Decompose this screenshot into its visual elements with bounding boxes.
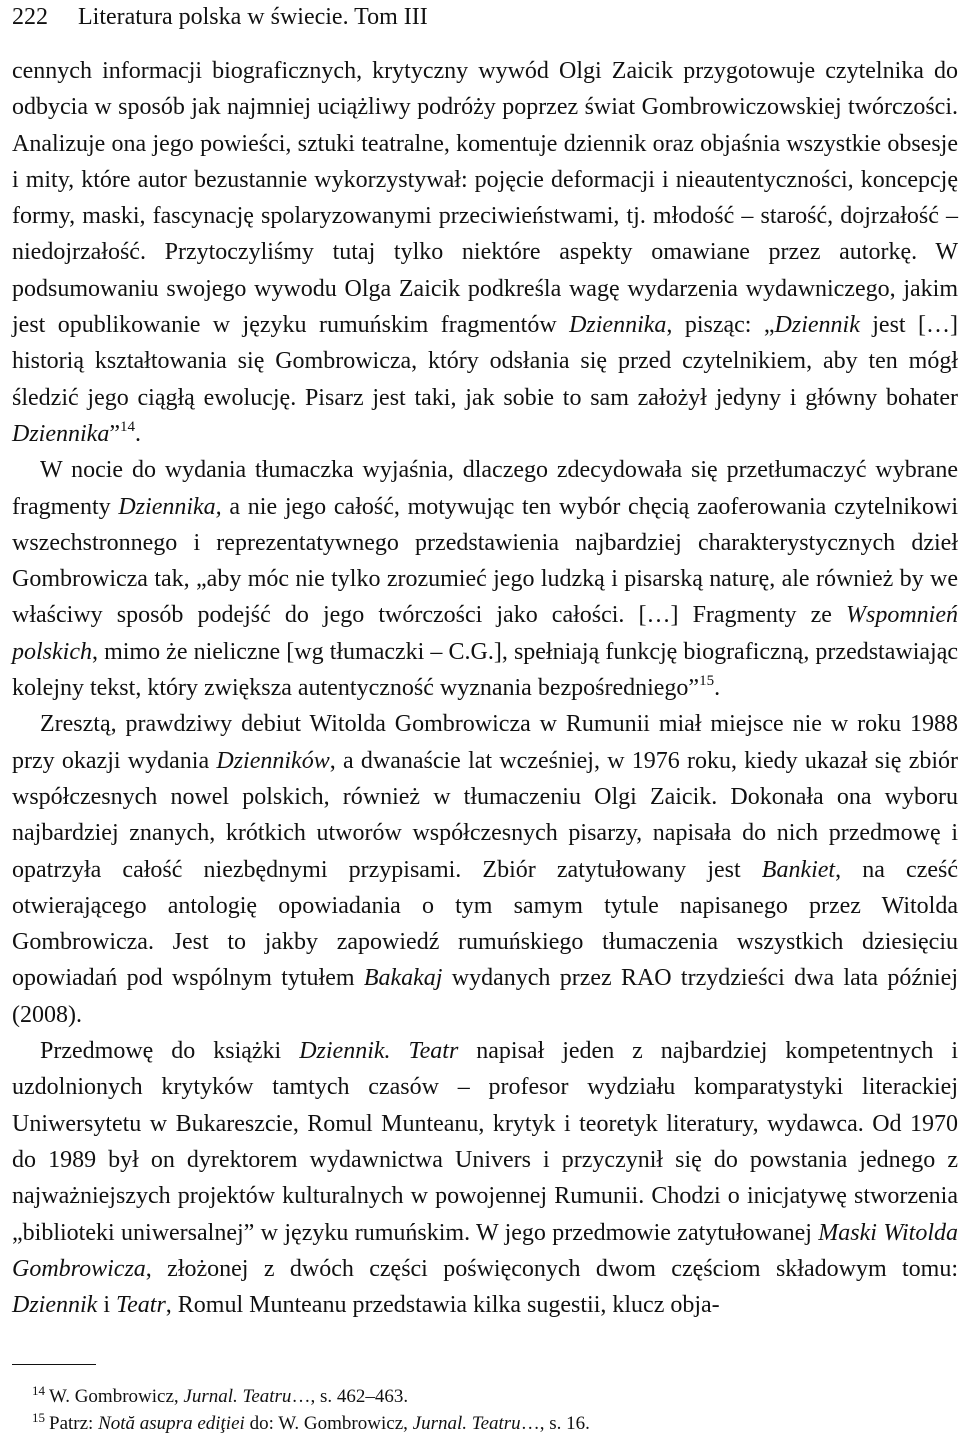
footnote [32,1410,590,1437]
text-run: i [97,1292,116,1319]
text-run: …, s. 16. [520,1413,590,1434]
text-run: Patrz: [49,1413,99,1434]
italic-text: Notă asupra ediţiei [98,1413,245,1434]
body-text [12,53,958,1323]
italic-text: Bakakaj [363,965,443,992]
paragraph [12,706,958,1033]
italic-text: Wspomnień polskich [12,602,958,665]
text-run: Przedmowę do książki [40,1038,300,1065]
italic-text: Dziennika [12,420,110,447]
italic-text: Dziennik [12,1292,98,1319]
footnotes [32,1383,590,1437]
italic-text: Teatr [115,1292,166,1319]
text-run: do: W. Gombrowicz, [244,1413,413,1434]
text-run: W. Gombrowicz, [49,1386,184,1407]
footnote [32,1383,590,1410]
page-number: 222 [12,4,48,30]
text-run: a nie jego całość, motywując ten wybór chęcią zaoferowania czytelnikowi wszechstronnego i reprezentatywnego przedstawienia najbardziej charakterystycznych dzieł Gombrowicza tak, „aby móc nie tylko zrozumieć jego ludzką i pisarską naturę, ale również by we właściwy sposób podejść do jego twórczości jako całości. […] Fragmenty ze [12,493,959,629]
italic-text: Jurnal. Teatru [183,1386,292,1407]
italic-text: Dziennik. Teatr [299,1038,459,1065]
footnote-ref: 15 [699,673,715,690]
text-run: cennych informacji biograficznych, krytyczny wywód Olgi Zaicik przygotowuje czytelnika do odbycia w sposób jak najmniej uciążliwy podróży poprzez świat Gombrowiczowskiej twórczości. Analizuje ona jego powieści, sztuki teatralne, komentuje dziennik oraz objaśnia wszystkie obsesje i mity, które autor bezustannie wykorzystywał: pojęcie deformacji i nieautentyczności, koncepcję formy, maski, fascynację spolaryzowanymi przeciwieństwami, tj. młodość – starość, dojrzałość – niedojrzałość. Przytoczyliśmy tutaj tylko niektóre aspekty omawiane przez autorkę. W podsumowaniu swojego wywodu Olga Zaicik podkreśla wagę wydarzenia wydawniczego, jakim jest opublikowanie w języku rumuńskim fragmentów [12,58,958,339]
italic-text: Maski Witolda Gombrowicza [12,1219,958,1282]
paragraph [12,53,958,452]
text-run: , złożonej z dwóch części poświęconych dwom częściom składowym tomu: [145,1255,958,1282]
text-run: , Romul Munteanu przedstawia kilka sugestii, klucz obja- [165,1292,720,1319]
footnote-separator [12,1364,96,1365]
text-run: , pisząc: „ [666,312,775,339]
text-run: napisał jeden z najbardziej kompetentnych i uzdolnionych krytyków tamtych czasów – profesor wydziału komparatystyki literackiej Uniwersytetu w Bukareszcie, Romul Munteanu, krytyk i teoretyk literatury, wydawca. Od 1970 do 1989 był on dyrektorem wydawnictwa Univers i przyczynił się do powstania jednego z najważniejszych projektów kulturalnych w powojennej Rumunii. Chodzi o inicjatywę stworzenia „biblioteki uniwersalnej” w języku rumuńskim. W jego przedmowie zatytułowanej [12,1038,958,1246]
italic-text: Bankiet [761,856,836,883]
text-run: jest […] historią kształtowania się Gombrowicza, który odsłania się przed czytelnikiem, aby ten mógł śledzić jego ciągłą ewolucję. Pisarz jest taki, jak sobie to sam założył jedyny i główny bohater [12,312,958,411]
text-run: ” [109,420,120,447]
italic-text: Dzienników [216,747,330,774]
italic-text: Dziennika, [118,493,222,520]
text-run: Zresztą, prawdziwy debiut Witolda Gombrowicza w Rumunii miał miejsce nie w roku 1988 przy okazji wydania [12,711,958,774]
italic-text: Dziennik [774,312,860,339]
italic-text: Jurnal. Teatru [412,1413,521,1434]
text-run: …, s. 462–463. [291,1386,409,1407]
running-header [12,2,428,32]
text-run: , na cześć otwierającego antologię opowiadania o tym samym tytule napisanego przez Witolda Gombrowicza. Jest to jakby zapowiedź rumuńskiego tłumaczenia wszystkich dziesięciu opowiadań pod wspólnym tytułem [12,856,958,992]
italic-text: Dziennika [569,312,667,339]
paragraph [12,1033,958,1323]
text-run: . [134,420,141,447]
text-run: wydanych przez RAO trzydzieści dwa lata później (2008). [12,965,959,1028]
text-run: W nocie do wydania tłumaczka wyjaśnia, dlaczego zdecydowała się przetłumaczyć wybrane fragmenty [12,457,958,520]
text-run: , mimo że nieliczne [wg tłumaczki – C.G.], spełniają funkcję biograficzną, przedstawiając kolejny tekst, który zwiększa autentyczność wyznania bezpośredniego” [12,638,958,702]
running-title: Literatura polska w świecie. Tom III [78,4,428,30]
paragraph [12,452,958,706]
footnote-number: 15 [32,1410,45,1425]
text-run: . [714,675,721,702]
text-run: , a dwanaście lat wcześniej, w 1976 roku, kiedy ukazał się zbiór współczesnych nowel polskich, również w tłumaczeniu Olgi Zaicik. Dokonała ona wyboru najbardziej znanych, krótkich utworów współczesnych pisarzy, napisała do nich przedmowę i opatrzyła całość niezbędnymi przypisami. Zbiór zatytułowany jest [12,747,959,883]
footnote-number: 14 [32,1383,45,1398]
footnote-ref: 14 [119,418,135,435]
